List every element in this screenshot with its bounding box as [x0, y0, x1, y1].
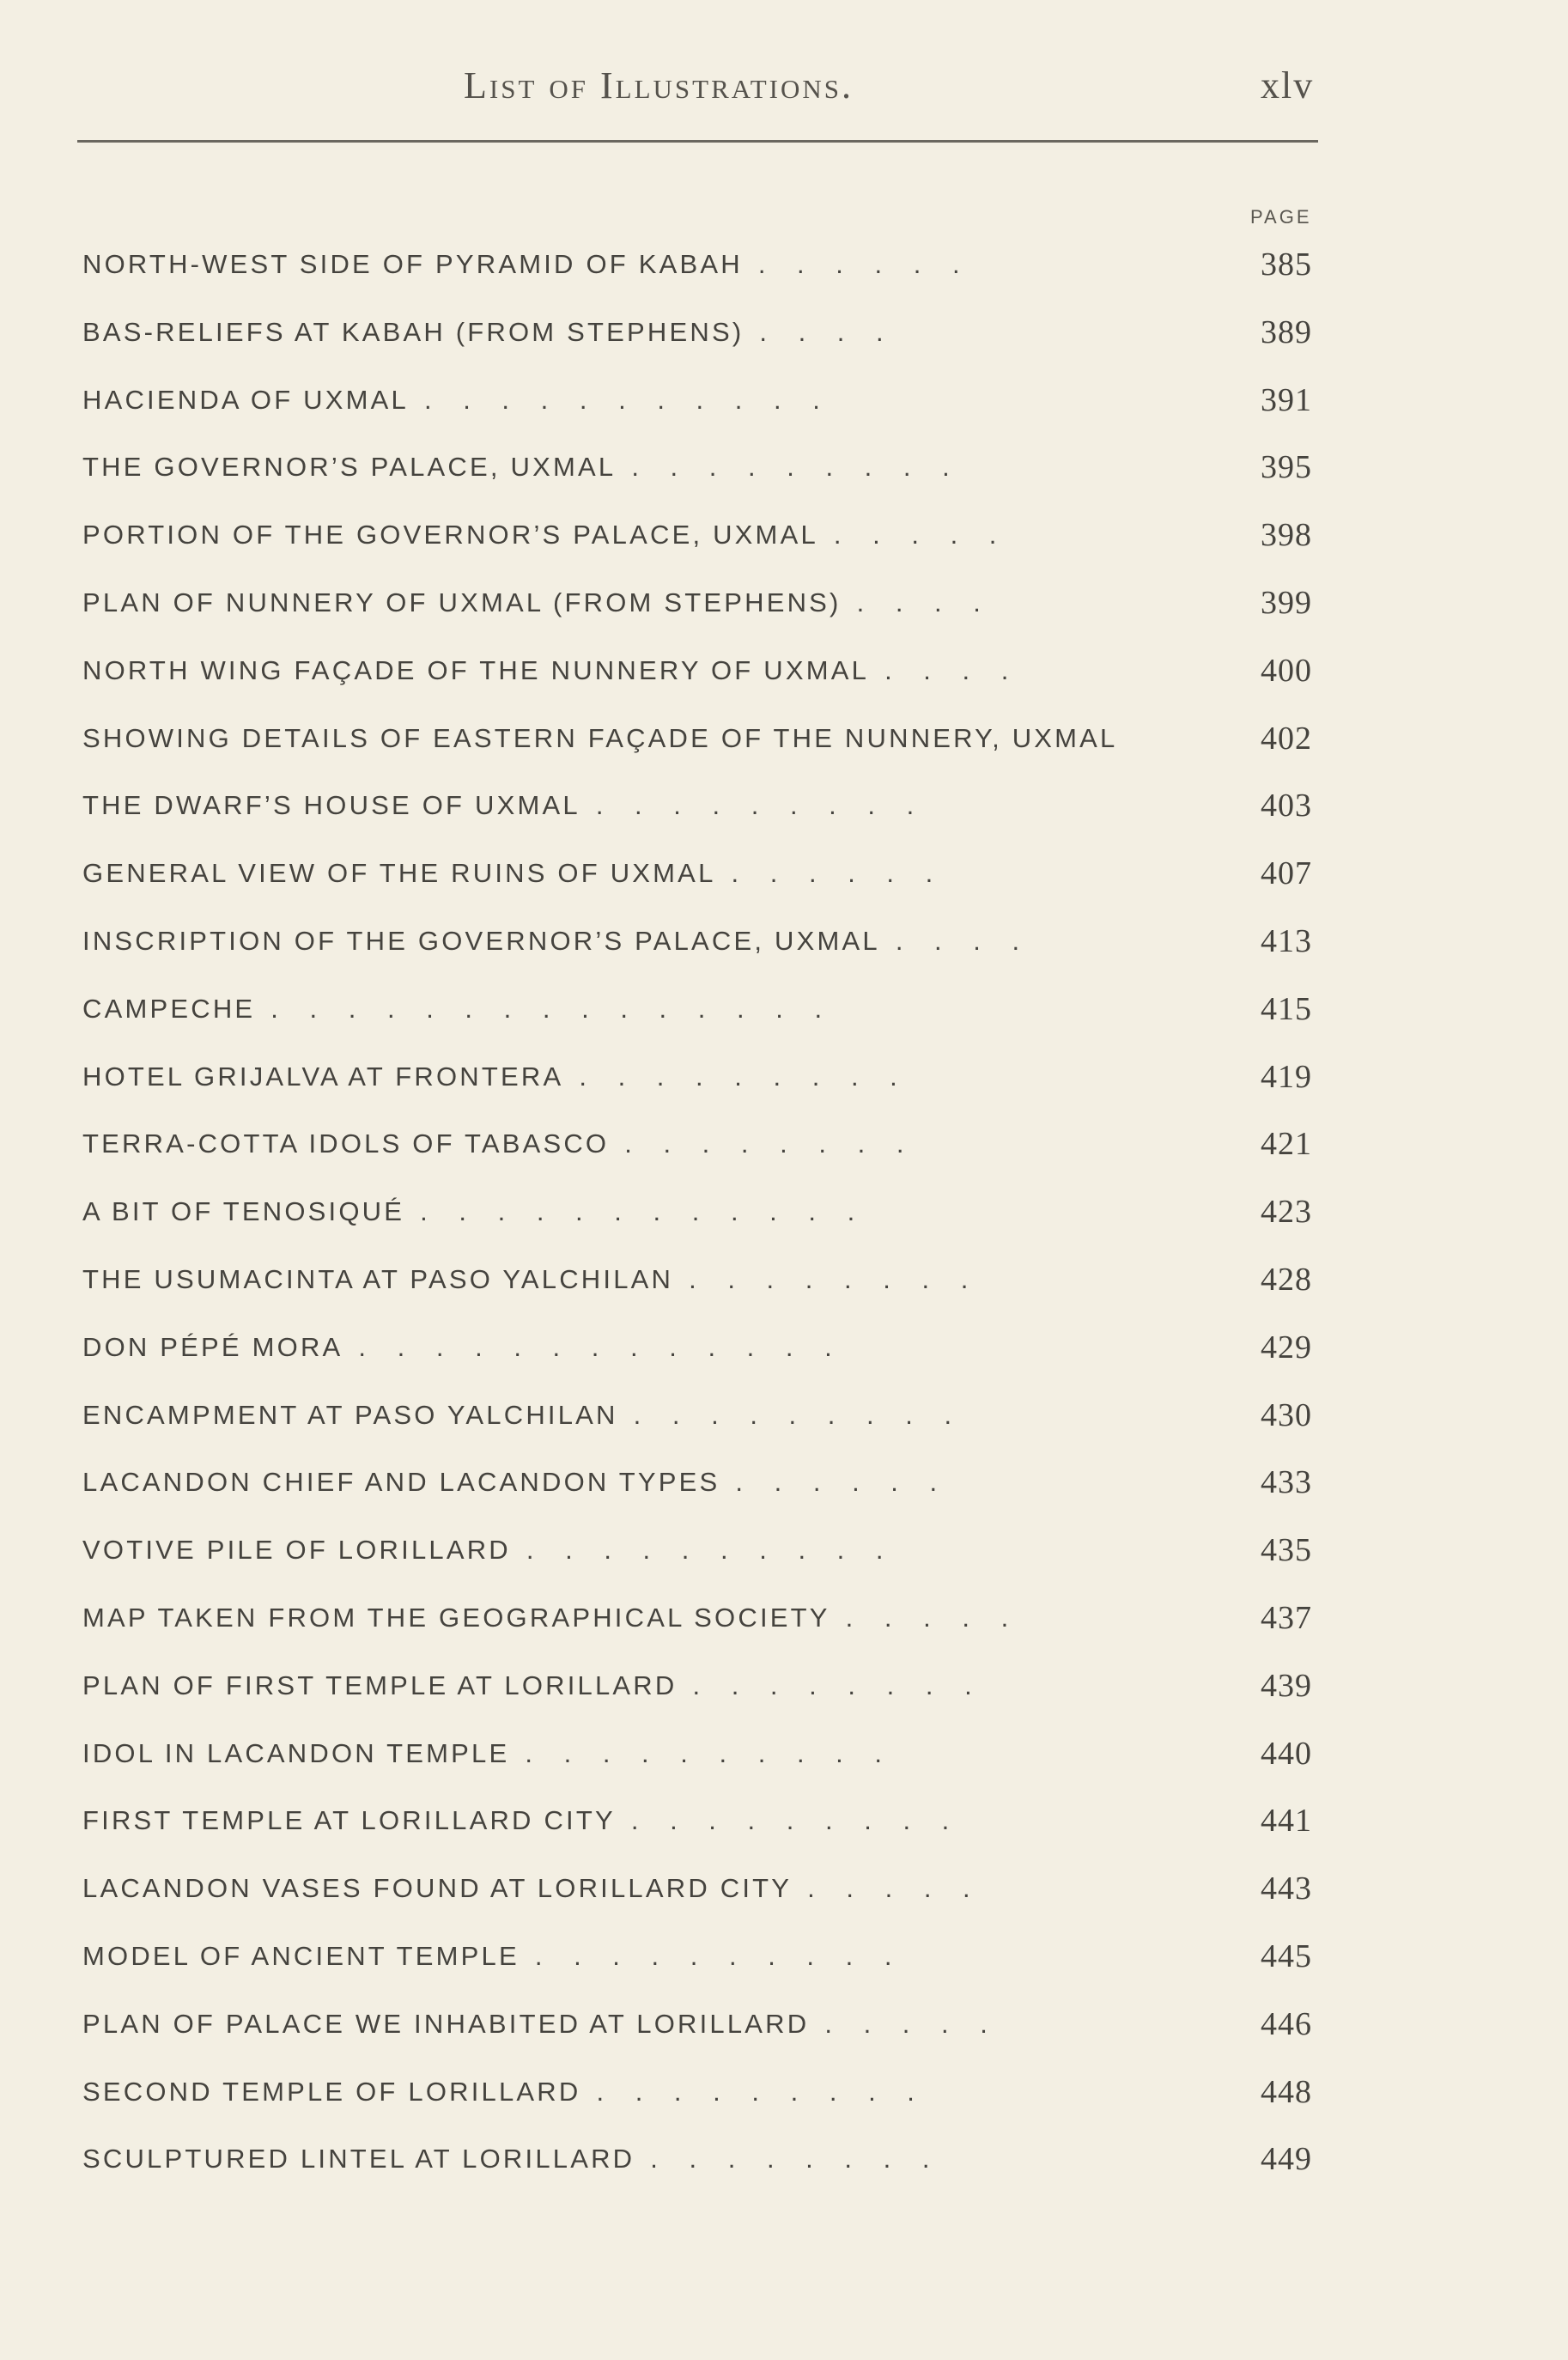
- illustration-page-number: 446: [1261, 2006, 1312, 2042]
- illustration-page-number: 439: [1261, 1668, 1312, 1704]
- illustration-page-number: 407: [1261, 855, 1312, 891]
- illustration-page-number: 433: [1261, 1464, 1312, 1500]
- illustration-title: THE DWARF’S HOUSE OF UXMAL: [82, 790, 580, 820]
- dot-leaders: . . . . . . . . . . . . .: [358, 1332, 844, 1362]
- entry-text: [82, 994, 834, 1025]
- illustration-title: PLAN OF PALACE WE INHABITED AT LORILLARD: [82, 2009, 810, 2039]
- illustration-title: DON PÉPÉ MORA: [82, 1332, 343, 1362]
- list-item: [82, 246, 1328, 301]
- illustration-title: PLAN OF FIRST TEMPLE AT LORILLARD: [82, 1670, 678, 1700]
- illustration-title: IDOL IN LACANDON TEMPLE: [82, 1738, 510, 1768]
- list-item: [82, 587, 1328, 639]
- list-item: [82, 1464, 1328, 1518]
- list-item: [82, 2141, 1328, 2195]
- list-item: [82, 655, 1328, 707]
- illustration-page-number: 435: [1261, 1532, 1312, 1568]
- illustration-page-number: 440: [1261, 1736, 1312, 1772]
- dot-leaders: . . . . . . . . . . . .: [420, 1196, 867, 1226]
- entry-text: [82, 1264, 980, 1295]
- illustration-page-number: 413: [1261, 923, 1312, 959]
- entry-text: [82, 2009, 1000, 2040]
- entry-text: [82, 1467, 949, 1498]
- list-item: [82, 2074, 1328, 2128]
- illustration-title: VOTIVE PILE OF LORILLARD: [82, 1535, 511, 1565]
- illustration-title: HACIENDA OF UXMAL: [82, 385, 409, 415]
- entry-text: [82, 1332, 844, 1363]
- illustration-title: SHOWING DETAILS OF EASTERN FAÇADE OF THE NUNNERY, UXMAL: [82, 723, 1118, 753]
- illustration-page-number: 398: [1261, 517, 1312, 553]
- illustration-title: A BIT OF TENOSIQUÉ: [82, 1196, 405, 1226]
- list-item: [82, 1738, 1328, 1790]
- illustration-page-number: 402: [1261, 721, 1312, 757]
- illustration-page-number: 419: [1261, 1059, 1312, 1095]
- illustration-title: SECOND TEMPLE OF LORILLARD: [82, 2077, 581, 2107]
- illustration-page-number: 385: [1261, 246, 1312, 283]
- list-item: [82, 1670, 1328, 1722]
- dot-leaders: . . . . . . . . .: [596, 2077, 927, 2107]
- entry-text: [82, 1603, 1020, 1633]
- illustration-page-number: 415: [1261, 991, 1312, 1027]
- list-item: [82, 1128, 1328, 1180]
- illustration-title: ENCAMPMENT AT PASO YALCHILAN: [82, 1400, 618, 1430]
- entry-text: [82, 1061, 909, 1092]
- entry-text: [82, 1873, 982, 1904]
- illustration-title: INSCRIPTION OF THE GOVERNOR’S PALACE, UXMAL: [82, 926, 880, 956]
- illustration-page-number: 449: [1261, 2141, 1312, 2177]
- illustration-title: THE GOVERNOR’S PALACE, UXMAL: [82, 452, 617, 482]
- illustration-title: FIRST TEMPLE AT LORILLARD CITY: [82, 1805, 616, 1835]
- entry-text: [82, 452, 962, 483]
- list-item: [82, 449, 1328, 503]
- dot-leaders: . . . . .: [833, 520, 1009, 550]
- entry-text: [82, 1738, 894, 1769]
- entry-text: [82, 2077, 927, 2108]
- illustration-title: SCULPTURED LINTEL AT LORILLARD: [82, 2144, 635, 2174]
- list-item: [82, 1264, 1328, 1316]
- illustration-page-number: 430: [1261, 1397, 1312, 1433]
- dot-leaders: . . . .: [759, 317, 896, 347]
- illustration-title: NORTH-WEST SIDE OF PYRAMID OF KABAH: [82, 249, 743, 279]
- illustration-page-number: 443: [1261, 1870, 1312, 1907]
- dot-leaders: . . . .: [884, 655, 1021, 685]
- dot-leaders: . . . . . . . . . . .: [423, 385, 832, 415]
- dot-leaders: . . . . .: [807, 1873, 982, 1903]
- illustration-page-number: 391: [1261, 382, 1312, 418]
- list-item: [82, 517, 1328, 571]
- list-item: [82, 1397, 1328, 1451]
- entry-text: [82, 1941, 904, 1972]
- illustration-title: MODEL OF ANCIENT TEMPLE: [82, 1941, 520, 1971]
- illustration-title: PORTION OF THE GOVERNOR’S PALACE, UXMAL: [82, 520, 818, 550]
- entry-text: [82, 926, 1031, 957]
- dot-leaders: . . . . . . . . .: [630, 1805, 962, 1835]
- list-item: [82, 991, 1328, 1045]
- illustration-title: NORTH WING FAÇADE OF THE NUNNERY OF UXMAL: [82, 655, 870, 685]
- dot-leaders: . . . .: [856, 587, 993, 617]
- illustration-page-number: 400: [1261, 653, 1312, 689]
- list-item: [82, 1870, 1328, 1925]
- entry-text: [82, 249, 972, 280]
- dot-leaders: . . . . . . . . .: [633, 1400, 964, 1430]
- illustration-title: GENERAL VIEW OF THE RUINS OF UXMAL: [82, 858, 716, 888]
- illustration-title: CAMPECHE: [82, 994, 256, 1024]
- list-item: [82, 723, 1328, 775]
- entry-text: [82, 317, 896, 348]
- dot-leaders: . . . . . . . . .: [595, 790, 927, 820]
- list-item: [82, 314, 1328, 368]
- list-item: [82, 923, 1328, 977]
- entry-text: [82, 1400, 963, 1431]
- entry-text: [82, 858, 945, 889]
- illustration-page-number: 421: [1261, 1126, 1312, 1162]
- illustration-page-number: 399: [1261, 585, 1312, 621]
- entry-text: [82, 385, 832, 416]
- entry-text: [82, 2144, 941, 2174]
- dot-leaders: . . . .: [895, 926, 1032, 956]
- dot-leaders: . . . . . . . . . .: [526, 1535, 896, 1565]
- running-title: List of Illustrations.: [464, 64, 854, 106]
- entry-text: [82, 655, 1020, 686]
- illustration-page-number: 395: [1261, 449, 1312, 485]
- illustration-page-number: 448: [1261, 2074, 1312, 2110]
- illustration-page-number: 445: [1261, 1938, 1312, 1974]
- illustration-title: LACANDON VASES FOUND AT LORILLARD CITY: [82, 1873, 793, 1903]
- illustration-title: THE USUMACINTA AT PASO YALCHILAN: [82, 1264, 674, 1294]
- illustration-title: HOTEL GRIJALVA AT FRONTERA: [82, 1061, 564, 1092]
- illustration-page-number: 437: [1261, 1600, 1312, 1636]
- page-number: xlv: [1261, 64, 1315, 106]
- illustration-title: MAP TAKEN FROM THE GEOGRAPHICAL SOCIETY: [82, 1603, 830, 1633]
- dot-leaders: . . . . . .: [735, 1467, 950, 1497]
- entry-text: [82, 587, 993, 618]
- page-column-label: PAGE: [1250, 206, 1312, 228]
- list-item: [82, 382, 1328, 436]
- entry-text: [82, 1196, 866, 1227]
- dot-leaders: . . . . . . . . .: [579, 1061, 909, 1092]
- illustration-title: TERRA-COTTA IDOLS OF TABASCO: [82, 1128, 610, 1159]
- entry-text: [82, 1128, 915, 1159]
- dot-leaders: . . . . . . . .: [689, 1264, 981, 1294]
- entry-text: [82, 1535, 896, 1566]
- list-item: [82, 1600, 1328, 1654]
- list-item: [82, 1329, 1328, 1384]
- header-rule: [77, 140, 1318, 143]
- list-item: [82, 1938, 1328, 1992]
- illustration-title: BAS-RELIEFS AT KABAH (FROM STEPHENS): [82, 317, 744, 347]
- illustration-page-number: 389: [1261, 314, 1312, 350]
- dot-leaders: . . . . . . . .: [692, 1670, 984, 1700]
- list-item: [82, 1805, 1328, 1857]
- illustration-page-number: 403: [1261, 788, 1312, 824]
- dot-leaders: . . . . . .: [731, 858, 945, 888]
- dot-leaders: . . . . . .: [757, 249, 972, 279]
- entry-text: [82, 1670, 984, 1701]
- entry-text: [82, 723, 1133, 754]
- dot-leaders: . . . . . . . . .: [631, 452, 962, 482]
- illustration-page-number: 429: [1261, 1329, 1312, 1366]
- illustration-title: LACANDON CHIEF AND LACANDON TYPES: [82, 1467, 720, 1497]
- dot-leaders: . . . . . . . . . . . . . . .: [270, 994, 835, 1024]
- illustration-page-number: 428: [1261, 1262, 1312, 1298]
- dot-leaders: . . . . .: [824, 2009, 1000, 2039]
- illustration-page-number: 441: [1261, 1803, 1312, 1839]
- list-item: [82, 790, 1328, 842]
- dot-leaders: . . . . .: [845, 1603, 1021, 1633]
- entry-text: [82, 790, 926, 821]
- dot-leaders: . . . . . . . . . .: [525, 1738, 895, 1768]
- dot-leaders: . . . . . . . .: [650, 2144, 942, 2174]
- list-item: [82, 1532, 1328, 1586]
- illustration-page-number: 423: [1261, 1194, 1312, 1230]
- illustration-title: PLAN OF NUNNERY OF UXMAL (FROM STEPHENS): [82, 587, 842, 617]
- list-item: [82, 855, 1328, 909]
- entry-text: [82, 1805, 961, 1836]
- list-item: [82, 1061, 1328, 1113]
- dot-leaders: . . . . . . . . . .: [534, 1941, 904, 1971]
- dot-leaders: . . . . . . . .: [624, 1128, 916, 1159]
- list-item: [82, 1196, 1328, 1248]
- list-item: [82, 2006, 1328, 2060]
- entry-text: [82, 520, 1008, 550]
